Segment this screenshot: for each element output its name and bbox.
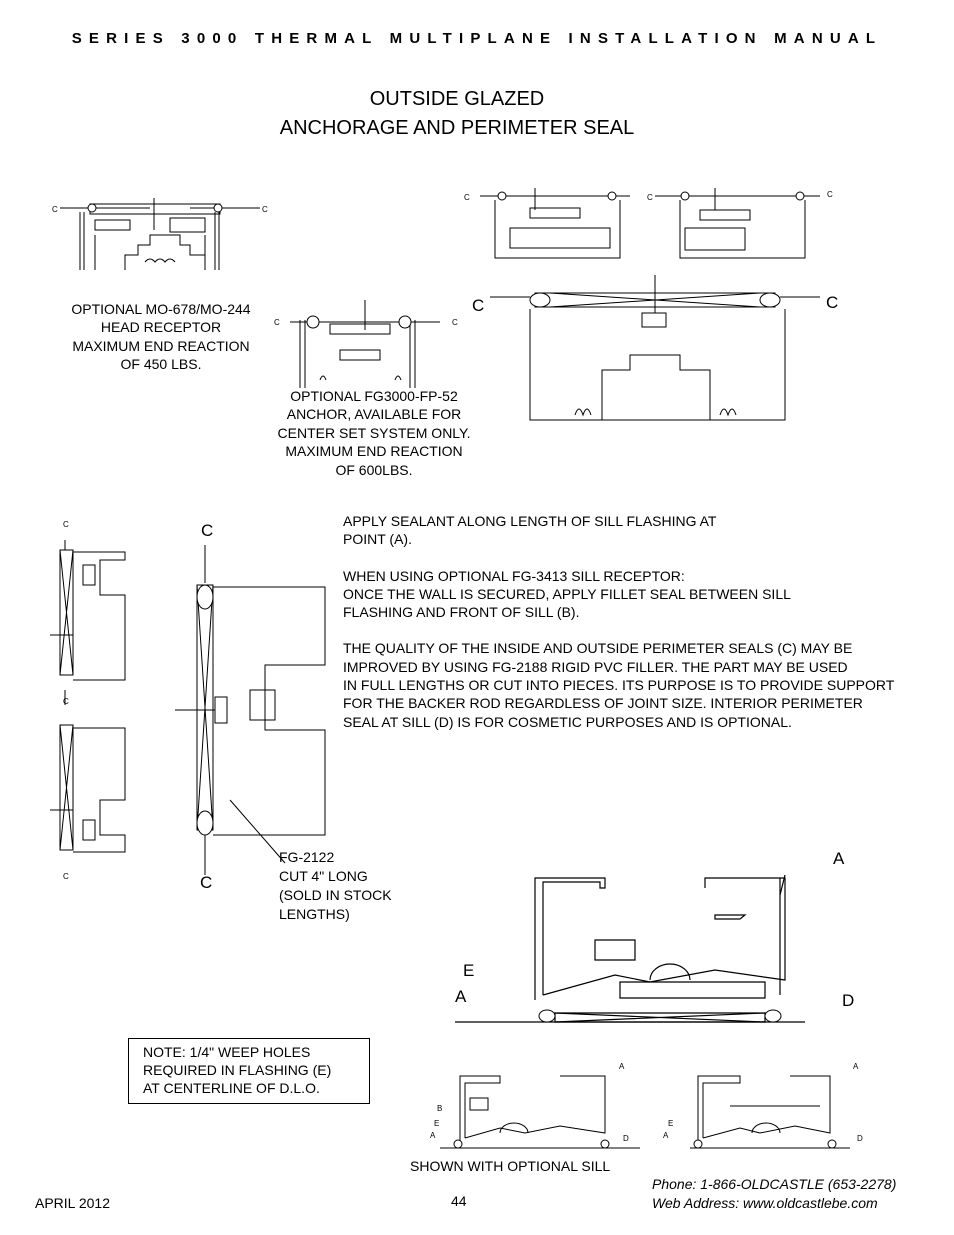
head-receptor-detail	[50, 190, 290, 280]
marker-e: E	[463, 961, 475, 980]
marker-d: D	[623, 1134, 629, 1143]
large-sill-detail	[455, 870, 815, 1035]
small-sill-details	[440, 1068, 860, 1158]
fp52-anchor-detail	[285, 300, 445, 390]
installation-notes	[343, 512, 943, 749]
marker-c: C	[63, 697, 69, 706]
page-number: 44	[451, 1193, 467, 1209]
marker-a: A	[663, 1131, 669, 1140]
marker-c: C	[472, 296, 485, 315]
marker-d: D	[842, 991, 855, 1010]
weep-holes-note: NOTE: 1/4" WEEP HOLES REQUIRED IN FLASHING (E) AT CENTERLINE OF D.L.O.	[128, 1038, 370, 1104]
marker-a: A	[833, 849, 845, 868]
marker-c: C	[274, 318, 280, 327]
marker-a: A	[455, 987, 467, 1006]
contact-phone: Phone: 1-866-OLDCASTLE (653-2278)	[652, 1176, 897, 1192]
fg2122-label: FG-2122 CUT 4" LONG (SOLD IN STOCK LENGTHS)	[279, 849, 392, 922]
marker-d: D	[857, 1134, 863, 1143]
marker-c: C	[647, 193, 653, 202]
marker-e: E	[668, 1119, 674, 1128]
marker-c: C	[826, 293, 839, 312]
marker-e: E	[434, 1119, 440, 1128]
large-head-detail	[490, 275, 820, 425]
marker-c: C	[52, 205, 58, 214]
footer-date: APRIL 2012	[35, 1195, 110, 1211]
marker-c: C	[201, 521, 214, 540]
marker-c: C	[464, 193, 470, 202]
optional-sill-caption: SHOWN WITH OPTIONAL SILL	[410, 1158, 611, 1174]
marker-c: C	[827, 190, 833, 199]
marker-c: C	[452, 318, 458, 327]
note-sealant: APPLY SEALANT ALONG LENGTH OF SILL FLASHING AT POINT (A).	[343, 513, 717, 548]
page-title-line1: OUTSIDE GLAZED	[369, 88, 545, 110]
marker-a: A	[430, 1131, 436, 1140]
marker-c: C	[262, 205, 268, 214]
jamb-section-details	[45, 540, 145, 870]
contact-web: Web Address: www.oldcastlebe.com	[652, 1195, 878, 1211]
marker-c: C	[200, 873, 213, 892]
note-perimeter-seal: THE QUALITY OF THE INSIDE AND OUTSIDE PERIMETER SEALS (C) MAY BE IMPROVED BY USING FG-2188 RIGID PVC FILLER. THE PART MAY BE USED IN FULL LENGTHS OR CUT INTO PIECES. ITS PURPOSE IS TO PROVIDE SUPPORT FOR THE BACKER ROD REGARDLESS OF JOINT SIZE. INTERIOR PERIMETER SEAL AT SILL (D) IS FOR COSMETIC PURPOSES AND IS OPTIONAL.	[343, 640, 895, 730]
marker-b: B	[437, 1104, 443, 1113]
large-jamb-detail	[175, 545, 335, 855]
marker-a: A	[853, 1062, 859, 1071]
head-receptor-caption: OPTIONAL MO-678/MO-244 HEAD RECEPTOR MAXIMUM END REACTION OF 450 LBS.	[71, 301, 251, 373]
marker-a: A	[619, 1062, 625, 1071]
marker-c: C	[63, 872, 69, 881]
marker-c: C	[63, 520, 69, 529]
fp52-anchor-caption: OPTIONAL FG3000-FP-52 ANCHOR, AVAILABLE FOR CENTER SET SYSTEM ONLY. MAXIMUM END REACTION OF 600LBS.	[277, 388, 471, 478]
manual-header: SERIES 3000 THERMAL MULTIPLANE INSTALLATION MANUAL	[71, 30, 883, 47]
page-title-line2: ANCHORAGE AND PERIMETER SEAL	[279, 117, 635, 139]
note-sill-receptor: WHEN USING OPTIONAL FG-3413 SILL RECEPTOR: ONCE THE WALL IS SECURED, APPLY FILLET SEAL BETWEEN SILL FLASHING AND FRONT OF SILL (B).	[343, 567, 791, 621]
